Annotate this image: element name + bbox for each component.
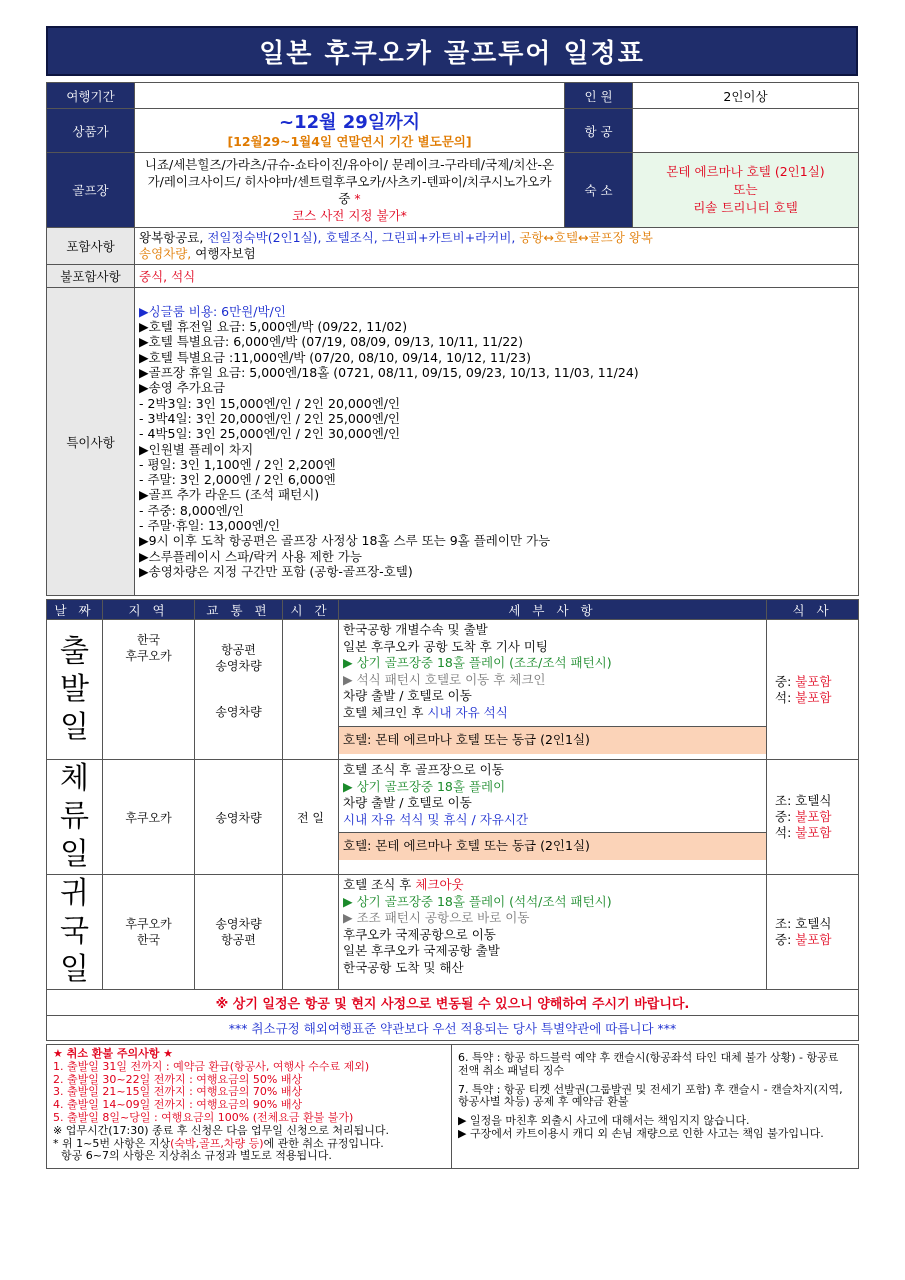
period-value: [135, 83, 565, 109]
note-line: ▶싱글룸 비용: 6만원/박/인: [139, 303, 286, 319]
include-airfare: 왕복항공료,: [139, 230, 204, 245]
note-line: ▶골프장 휴일 요금: 5,000엔/18홀 (0721, 08/11, 09/15, 09/23, 10/13, 11/03, 11/24): [139, 365, 639, 381]
air-label: 항 공: [565, 109, 633, 153]
liability-note-2: ▶ 구장에서 카트이용시 캐디 외 손님 재량으로 인한 사고는 책임 불가입니다.: [458, 1126, 824, 1140]
day3-region: [103, 875, 195, 990]
day3-details: [339, 875, 767, 990]
day2-meal-dinner: 석: 불포함: [775, 825, 832, 840]
day3-line: 일본 후쿠오카 국제공항 출발: [343, 943, 500, 958]
schedule-header-row: [47, 600, 859, 620]
day1-time: [283, 620, 339, 760]
note-line: ▶호텔 휴전일 요금: 5,000엔/박 (09/22, 11/02): [139, 319, 408, 335]
day1-transport-3: 송영차량: [215, 705, 262, 719]
note-line: ▶호텔 특별요금: 6,000엔/박 (07/19, 08/09, 09/13, 10/11, 11/22): [139, 334, 523, 350]
hotel-line-3: 리솔 트리니티 호텔: [693, 200, 798, 215]
cancellation-left: [47, 1045, 452, 1169]
include-label: 포함사항: [47, 228, 135, 265]
note-line: ▶송영 추가요금: [139, 380, 226, 396]
day3-line: ▶ 상기 골프장중 18홀 플레이 (석석/조석 패턴시): [343, 893, 612, 909]
golf-star: *: [354, 191, 361, 206]
day3-region-2: 한국: [136, 933, 161, 947]
note-line: ▶골프 추가 라운드 (조석 패턴시): [139, 487, 320, 503]
day3-label: 귀국일: [47, 875, 103, 990]
day1-meals: [767, 620, 859, 760]
special-notes: [135, 288, 859, 596]
include-transfer: 공항↔호텔↔골프장 왕복: [519, 230, 653, 245]
exclude-value: 중식, 석식: [135, 265, 859, 288]
day2-line: ▶ 상기 골프장중 18홀 플레이: [343, 778, 506, 794]
day3-line: 후쿠오카 국제공항으로 이동: [343, 926, 496, 942]
day3-transport: [195, 875, 283, 990]
air-cancel-note: 항공 6~7의 사항은 지상취소 규정과 별도로 적용됩니다.: [61, 1149, 332, 1163]
day3-line: 호텔 조식 후 체크아웃: [343, 877, 464, 892]
golf-note: 코스 사전 지정 불가*: [292, 208, 407, 223]
day1-details: [339, 620, 767, 760]
special-label: 특이사항: [47, 288, 135, 596]
day1-region: [103, 620, 195, 760]
include-breakfast: 호텔조식,: [325, 230, 378, 245]
include-stay: 전일정숙박(2인1실),: [207, 230, 322, 245]
hotel-line-2: 또는: [733, 182, 758, 197]
ground-cancel-note: * 위 1~5번 사항은 지상(숙박,골프,차량 등)에 관한 취소 규정입니다.: [53, 1136, 384, 1150]
page-title: 일본 후쿠오카 골프투어 일정표: [46, 26, 858, 76]
day2-region: 후쿠오카: [103, 760, 195, 875]
day3-transport-2: 항공편: [221, 933, 256, 947]
cancellation-rule: 3. 출발일 21~15일 전까지 : 여행요금의 70% 배상: [53, 1085, 303, 1099]
note-line: - 주말·휴일: 13,000엔/인: [139, 517, 281, 533]
cancellation-rule: 1. 출발일 31일 전까지 : 예약금 환급(항공사, 여행사 수수료 제외): [53, 1059, 370, 1073]
price-main: ~12월 29일까지: [279, 112, 420, 133]
note-line: ▶호텔 특별요금 :11,000엔/박 (07/20, 08/10, 09/14, 10/12, 11/23): [139, 349, 531, 365]
cancellation-title: ★ 취소 환불 주의사항 ★: [53, 1047, 174, 1060]
air-value: [633, 109, 859, 153]
cancellation-rule: 4. 출발일 14~09일 전까지 : 여행요금의 90% 배상: [53, 1098, 303, 1112]
day1-transport: [195, 620, 283, 760]
note-line: ▶스루플레이시 스파/락커 사용 제한 가능: [139, 548, 362, 564]
day3-transport-1: 송영차량: [215, 917, 262, 931]
day2-line: 호텔 조식 후 골프장으로 이동: [343, 762, 504, 777]
cancellation-right: [452, 1045, 859, 1169]
header-transport: 교 통 편: [195, 600, 283, 620]
day2-line: 차량 출발 / 호텔로 이동: [343, 795, 472, 810]
special-clause-7: 7. 특약 : 항공 티켓 선발권(그룹발권 및 전세기 포함) 후 캔슬시 - 캔슬차지(지역, 항공사별 차등) 공제 후 예약금 환불: [458, 1082, 843, 1109]
period-label: 여행기간: [47, 83, 135, 109]
day2-meals: [767, 760, 859, 875]
hotel-label: 숙 소: [565, 153, 633, 228]
cancellation-rule: 2. 출발일 30~22일 전까지 : 여행요금의 50% 배상: [53, 1072, 303, 1086]
day3-meal-breakfast: 조: 호텔식: [775, 916, 832, 931]
day2-time: 전 일: [283, 760, 339, 875]
day2-meal-breakfast: 조: 호텔식: [775, 793, 832, 808]
cancellation-table: [46, 1044, 859, 1169]
schedule-row-day2: [47, 760, 859, 875]
schedule-row-day3: [47, 875, 859, 990]
day3-region-1: 후쿠오카: [125, 917, 172, 931]
day1-line: 한국공항 개별수속 및 출발: [343, 622, 488, 637]
day3-line: 한국공항 도착 및 해산: [343, 959, 464, 975]
note-line: ▶9시 이후 도착 항공편은 골프장 사정상 18홀 스루 또는 9홀 플레이만 가능: [139, 533, 551, 549]
day2-line: 시내 자유 석식 및 휴식 / 자유시간: [343, 811, 529, 827]
schedule-table: [46, 599, 859, 1041]
day2-details: [339, 760, 767, 875]
cancellation-rule: 5. 출발일 8일~당일 : 여행요금의 100% (전체요금 환불 불가): [53, 1110, 354, 1124]
golf-label: 골프장: [47, 153, 135, 228]
include-vehicle: 송영차량,: [139, 246, 192, 261]
day1-label: 출발일: [47, 620, 103, 760]
note-line: - 주중: 8,000엔/인: [139, 502, 244, 518]
include-greenfee: 그린피+카트비+라커비,: [381, 230, 516, 245]
day3-line: ▶ 조조 패턴시 공항으로 바로 이동: [343, 910, 530, 925]
day1-line: 일본 후쿠오카 공항 도착 후 기사 미팅: [343, 638, 548, 654]
itinerary-page: [46, 26, 858, 1169]
day2-meal-lunch: 중: 불포함: [775, 809, 832, 824]
note-line: ▶인원별 플레이 차지: [139, 441, 254, 457]
price-label: 상품가: [47, 109, 135, 153]
hotel-line-1: 몬테 에르마나 호텔 (2인1실): [666, 164, 825, 179]
note-line: - 평일: 3인 1,100엔 / 2인 2,200엔: [139, 456, 336, 472]
day1-line: 호텔 체크인 후 시내 자유 석식: [343, 704, 508, 720]
people-label: 인 원: [565, 83, 633, 109]
golf-cell: [135, 153, 565, 228]
include-insurance: 여행자보험: [195, 246, 256, 261]
price-sub: [12월29~1월4일 연말연시 기간 별도문의]: [227, 134, 472, 149]
header-time: 시 간: [283, 600, 339, 620]
day2-label: 체류일: [47, 760, 103, 875]
header-details: 세 부 사 항: [339, 600, 767, 620]
special-clause-6: 6. 특약 : 항공 하드블럭 예약 후 캔슬시(항공좌석 타인 대체 불가 상황) - 항공료 전액 취소 패널티 징수: [458, 1051, 839, 1077]
day3-meal-lunch: 중: 불포함: [775, 932, 832, 947]
day1-meal-dinner: 석: 불포함: [775, 689, 832, 705]
hotel-cell: [633, 153, 859, 228]
liability-note-1: ▶ 일정을 마친후 외출시 사고에 대해서는 책임지지 않습니다.: [458, 1114, 750, 1128]
note-line: - 3박4일: 3인 20,000엔/인 / 2인 25,000엔/인: [139, 410, 401, 426]
special-terms-notice: *** 취소규정 해외여행표준 약관보다 우선 적용되는 당사 특별약관에 따릅니다 ***: [47, 1016, 859, 1041]
day2-transport: 송영차량: [195, 760, 283, 875]
exclude-label: 불포함사항: [47, 265, 135, 288]
golf-course-list: 니죠/세븐힐즈/가라츠/규슈-쇼타이진/유아이/ 문레이크-구라테/국제/치산-온가/레이크사이드/ 히사야마/센트럴후쿠오카/사츠키-텐파이/치쿠시노가오카 중: [144, 157, 555, 206]
day1-transport-1: 항공편: [221, 643, 256, 657]
day2-hotel: 호텔: 몬테 에르마나 호텔 또는 동급 (2인1실): [339, 832, 766, 860]
header-date: 날 짜: [47, 600, 103, 620]
day1-line: 차량 출발 / 호텔로 이동: [343, 688, 472, 703]
day1-hotel: 호텔: 몬테 에르마나 호텔 또는 동급 (2인1실): [339, 726, 766, 754]
header-meals: 식 사: [767, 600, 859, 620]
tour-info-table: [46, 82, 859, 596]
day1-meal-lunch: 중: 불포함: [775, 673, 832, 689]
note-line: - 4박5일: 3인 25,000엔/인 / 2인 30,000엔/인: [139, 426, 401, 442]
business-hours-note: ※ 업무시간(17:30) 종료 후 신청은 다음 업무일 신청으로 처리됩니다.: [53, 1123, 389, 1137]
schedule-row-day1: [47, 620, 859, 760]
note-line: ▶송영차량은 지정 구간만 포함 (공항-골프장-호텔): [139, 563, 413, 579]
note-line: - 주말: 3인 2,000엔 / 2인 6,000엔: [139, 472, 336, 488]
day1-region-1: 한국: [136, 633, 161, 647]
schedule-change-notice: ※ 상기 일정은 항공 및 현지 사정으로 변동될 수 있으니 양해하여 주시기 바랍니다.: [47, 990, 859, 1016]
day1-line: ▶ 상기 골프장중 18홀 플레이 (조조/조석 패턴시): [343, 655, 612, 670]
day3-time: [283, 875, 339, 990]
people-value: 2인이상: [633, 83, 859, 109]
day3-meals: [767, 875, 859, 990]
day1-region-2: 후쿠오카: [125, 649, 172, 663]
header-region: 지 역: [103, 600, 195, 620]
note-line: - 2박3일: 3인 15,000엔/인 / 2인 20,000엔/인: [139, 395, 401, 411]
price-cell: [135, 109, 565, 153]
day1-line: ▶ 석식 패턴시 호텔로 이동 후 체크인: [343, 671, 546, 687]
include-value: [135, 228, 859, 265]
day1-transport-2: 송영차량: [215, 659, 262, 673]
